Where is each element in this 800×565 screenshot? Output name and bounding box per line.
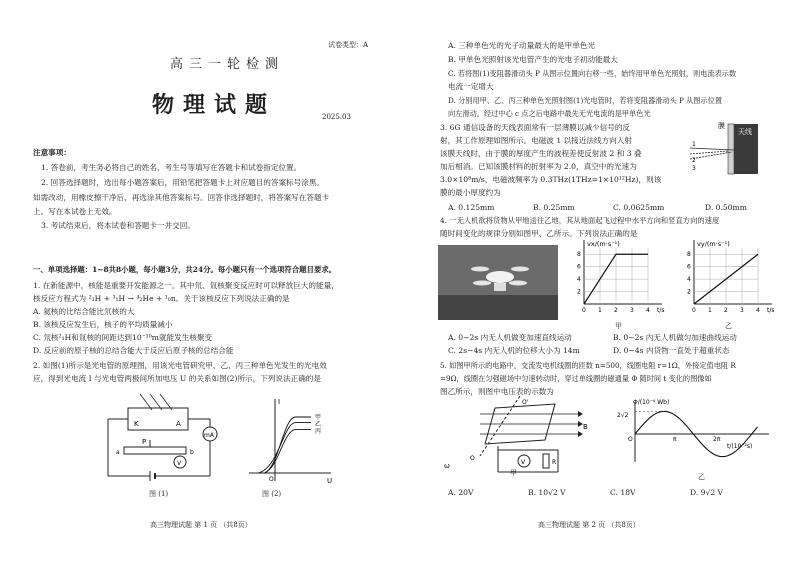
vy-xlabel: t/s bbox=[767, 307, 775, 314]
q4-fig-caption-left: 甲 bbox=[615, 322, 622, 330]
drone-photo bbox=[438, 245, 558, 320]
q3-stem: 膜的最小厚度约为 bbox=[440, 188, 501, 197]
fig2-label-u: U bbox=[327, 477, 333, 485]
notice-item: 2. 回答选择题时，选出每小题答案后，用铅笔把答题卡上对应题目的答案标号涂黑。 bbox=[41, 178, 325, 187]
q1-option-b: B. 该核反应发生后，核子的平均质量减小 bbox=[33, 320, 173, 329]
vx-x-tick: 3 bbox=[630, 307, 634, 314]
q3-option-c: C. 0.0625mm bbox=[613, 203, 665, 212]
notice-item: 1. 答卷前，考生务必将自己的姓名、考生号等填写在答题卡和试卷指定位置。 bbox=[41, 163, 302, 172]
fig1-label-p: P bbox=[142, 438, 147, 446]
fig1-label-b-end: b bbox=[190, 449, 194, 456]
vy-x-tick: 3 bbox=[740, 307, 744, 314]
q5-stem: =9Ω，线圈在匀强磁场中匀速转动时，穿过单线圈的磁通量 Φ 随时间 t 变化的图像如 bbox=[440, 374, 712, 383]
iu-curve-0 bbox=[265, 417, 312, 473]
q1-stem: 核反应方程式为 ²₁H + ³₁H → ⁴₂He + ¹₀n。关于该核反应下列说法正确的是 bbox=[33, 294, 290, 303]
wave-label-3: 3 bbox=[692, 165, 696, 172]
notice-item: 如需改动，用橡皮擦干净后，再选涂其他答案标号。回答非选择题时，将答案写在答题卡 bbox=[33, 193, 330, 202]
q5-fig-caption-right: 乙 bbox=[698, 473, 705, 481]
q5-fig-caption-left: 甲 bbox=[510, 469, 517, 477]
axis-label-o: O bbox=[470, 455, 475, 462]
vx-ylabel: vx/(m·s⁻¹) bbox=[587, 240, 620, 248]
q4-option-b: B. 0~2s 内无人机做匀加速曲线运动 bbox=[613, 333, 737, 342]
q4-stem: 4. 一无人机欲将货物从甲地送往乙地，其从地面起飞过程中水平方向和竖直方向的速度 bbox=[440, 216, 720, 225]
footer-page-2: 高三物理试题 第 2 页 （共8页） bbox=[538, 521, 640, 529]
q4-option-a: A. 0~2s 内无人机做变加速直线运动 bbox=[448, 333, 572, 342]
vx-x-tick: 0 bbox=[582, 307, 586, 314]
q4-option-c: C. 2s~4s 内无人机的位移大小为 14m bbox=[448, 346, 580, 355]
drone-photo-ground bbox=[438, 295, 558, 320]
exam-date: 2025.03 bbox=[322, 113, 351, 121]
resistor-label: R bbox=[552, 459, 557, 466]
q2-option-b: B. 甲单色光照射该光电管产生的光电子初动能最大 bbox=[448, 55, 618, 64]
footer-page-1: 高三物理试题 第 1 页 （共8页） bbox=[150, 521, 252, 529]
q1-option-a: A. 氦核的比结合能比氘核的大 bbox=[33, 307, 135, 316]
vy-y-tick: 2 bbox=[687, 288, 691, 296]
subject-title: 物理试题 bbox=[152, 92, 277, 118]
fig2-label-jia: 甲 bbox=[315, 414, 322, 421]
q4-stem: 随时间变化的规律分别如图甲、乙所示。下列说法正确的是 bbox=[440, 229, 638, 238]
q2-stem: 应，得到光电流 I 与光电管两极间所加电压 U 的关系如图(2)所示，下列说法正确的是 bbox=[33, 374, 321, 383]
vy-x-tick: 0 bbox=[692, 307, 696, 314]
vy-x-tick: 4 bbox=[756, 307, 760, 314]
q3-stem: 该膜天线时，由于膜的厚度产生的波程差使反射波 2 和 3 叠 bbox=[440, 149, 642, 158]
q3-stem: 射，其工作原理如图所示。电磁波 1 以接近法线方向入射 bbox=[440, 136, 632, 145]
vy-time-chart bbox=[678, 236, 778, 320]
q3-option-d: D. 0.50mm bbox=[705, 203, 747, 212]
rheostat-icon bbox=[124, 447, 186, 454]
phi-axis-label: Φ/(10⁻⁴ Wb) bbox=[633, 399, 670, 406]
q5-option-b: B. 10√2 V bbox=[528, 488, 566, 497]
fig1-caption: 图 (1) bbox=[149, 490, 169, 498]
vx-x-tick: 2 bbox=[614, 307, 618, 314]
antenna-label: 天线 bbox=[738, 128, 752, 136]
fig2-label-o: O bbox=[269, 476, 274, 483]
q4-option-d: D. 0~4s 内货物一直处于超重状态 bbox=[613, 346, 730, 355]
film-layer bbox=[728, 124, 734, 174]
exam-name: 高三一轮检测 bbox=[170, 57, 285, 72]
fig2-label-i: I bbox=[278, 398, 281, 406]
vy-y-tick: 6 bbox=[687, 263, 691, 271]
vx-xlabel: t/s bbox=[657, 307, 665, 314]
paper-type: 试卷类型：A bbox=[328, 41, 369, 49]
voltmeter-label: V bbox=[521, 459, 526, 466]
fig1-label-k: K bbox=[134, 420, 139, 428]
vy-x-tick: 1 bbox=[708, 307, 712, 314]
notice-item: 上。写在本试卷上无效。 bbox=[33, 207, 117, 216]
two-pi-label: 2π bbox=[713, 436, 721, 443]
generator-figure bbox=[440, 396, 590, 478]
fig1-label-ma: mA bbox=[204, 432, 214, 439]
q5-option-d: D. 9√2 V bbox=[690, 488, 724, 497]
iu-curve-1 bbox=[259, 423, 312, 473]
notice-item: 3. 考试结束后，将本试卷和答题卡一并交回。 bbox=[41, 221, 195, 230]
pi-label: π bbox=[673, 436, 677, 443]
iu-curve-figure bbox=[245, 395, 335, 485]
time-axis-label: t/(10⁻²s) bbox=[727, 443, 753, 450]
q5-stem: 图乙所示，则图中电压表的示数为 bbox=[440, 387, 554, 396]
vx-time-chart bbox=[568, 236, 668, 320]
q3-option-a: A. 0.125mm bbox=[448, 203, 495, 212]
vx-x-tick: 4 bbox=[646, 307, 650, 314]
q1-stem: 1. 在新能源中，核能是重要开发能源之一。其中氘、氚核聚变反应时可以释放巨大的能量， bbox=[33, 281, 339, 290]
fig2-label-yi: 乙 bbox=[315, 421, 322, 428]
axis-label-o-prime: O' bbox=[522, 399, 529, 406]
fig2-caption: 图 (2) bbox=[262, 490, 282, 498]
vx-y-tick: 8 bbox=[577, 251, 581, 259]
wave-label-2: 2 bbox=[692, 157, 696, 164]
field-label-b: B bbox=[583, 423, 588, 431]
q5-option-c: C. 18V bbox=[610, 488, 636, 497]
notice-title: 注意事项： bbox=[33, 148, 71, 157]
fig2-label-bing: 丙 bbox=[315, 428, 322, 435]
q2-option-d: D. 分别用甲、乙、丙三种单色光照射图(1)光电管时，若将变阻器滑动头 P 从图示位置 bbox=[448, 96, 723, 105]
vx-y-tick: 6 bbox=[577, 263, 581, 271]
q5-stem: 5. 如图甲所示的电路中，交流发电机线圈的匝数 n=500，线圈电阻 r=1Ω，外接定值电阻 R bbox=[440, 361, 736, 370]
film-label: 膜 bbox=[718, 122, 725, 130]
resistor-icon bbox=[543, 454, 549, 468]
q3-option-b: B. 0.25mm bbox=[533, 203, 575, 212]
cargo-box-icon bbox=[494, 283, 506, 291]
q4-fig-caption-right: 乙 bbox=[725, 322, 732, 330]
vx-y-tick: 2 bbox=[577, 288, 581, 296]
wave-label-1: 1 bbox=[692, 141, 696, 148]
section-title: 一、单项选择题：1~8共8小题，每小题3分，共24分。每小题只有一个选项符合题目要求。 bbox=[33, 265, 337, 274]
q2-stem: 2. 如图(1)所示是光电管的原理图，用该光电管研究甲、乙、丙三种单色光发生的光电效 bbox=[33, 361, 327, 370]
phi-origin-label: O bbox=[628, 436, 633, 443]
vy-y-tick: 4 bbox=[687, 276, 691, 284]
q5-option-a: A. 20V bbox=[448, 488, 474, 497]
vy-ylabel: vy/(m·s⁻¹) bbox=[697, 240, 730, 248]
q3-stem: 3. 6G 通信设备的天线表面常有一层薄膜以减少信号的反 bbox=[440, 123, 631, 132]
rotation-axis bbox=[480, 396, 520, 456]
omega-label: ω bbox=[444, 462, 450, 470]
fig1-label-v: V bbox=[177, 460, 182, 467]
vy-y-tick: 8 bbox=[687, 251, 691, 259]
q2-option-c-cont: 电流一定增大 bbox=[448, 82, 494, 91]
iu-curve-2 bbox=[265, 430, 312, 473]
q2-option-a: A. 三种单色光的光子动量最大的是甲单色光 bbox=[448, 41, 595, 50]
q2-option-d-cont: 向左滑动，经过中心 c 点之后电路中最先无光电流的是甲单色光 bbox=[448, 109, 651, 118]
q3-stem: 3.0×10⁸m/s，电磁波频率为 0.3THz(1THz=1×10¹²Hz)，则该 bbox=[440, 175, 662, 184]
vx-x-tick: 1 bbox=[598, 307, 602, 314]
right-page bbox=[400, 0, 800, 565]
drone-body-icon bbox=[486, 271, 514, 283]
q1-option-c: C. 氘核²₁H和氚核的间距达到10⁻¹⁰m就能发生核聚变 bbox=[33, 333, 213, 342]
q2-option-c: C. 若将图(1)变阻器滑动头 P 从图示位置向右移一些，始终用甲单色光照射，则电流表示数 bbox=[448, 69, 737, 78]
flux-time-chart bbox=[615, 396, 775, 470]
q1-option-d: D. 反应前的原子核的总结合能大于反应后原子核的总结合能 bbox=[33, 346, 234, 355]
phototube-circuit-figure bbox=[100, 392, 230, 487]
vx-y-tick: 4 bbox=[577, 276, 581, 284]
vy-x-tick: 2 bbox=[724, 307, 728, 314]
antenna-film-figure bbox=[688, 118, 768, 180]
phi-amplitude-label: 2√2 bbox=[617, 412, 629, 419]
q3-stem: 加后相消。已知该膜材料的折射率为 2.0，真空中的光速为 bbox=[440, 162, 637, 171]
fig1-label-a: A bbox=[176, 420, 181, 428]
fig1-label-a-end: a bbox=[116, 449, 120, 456]
